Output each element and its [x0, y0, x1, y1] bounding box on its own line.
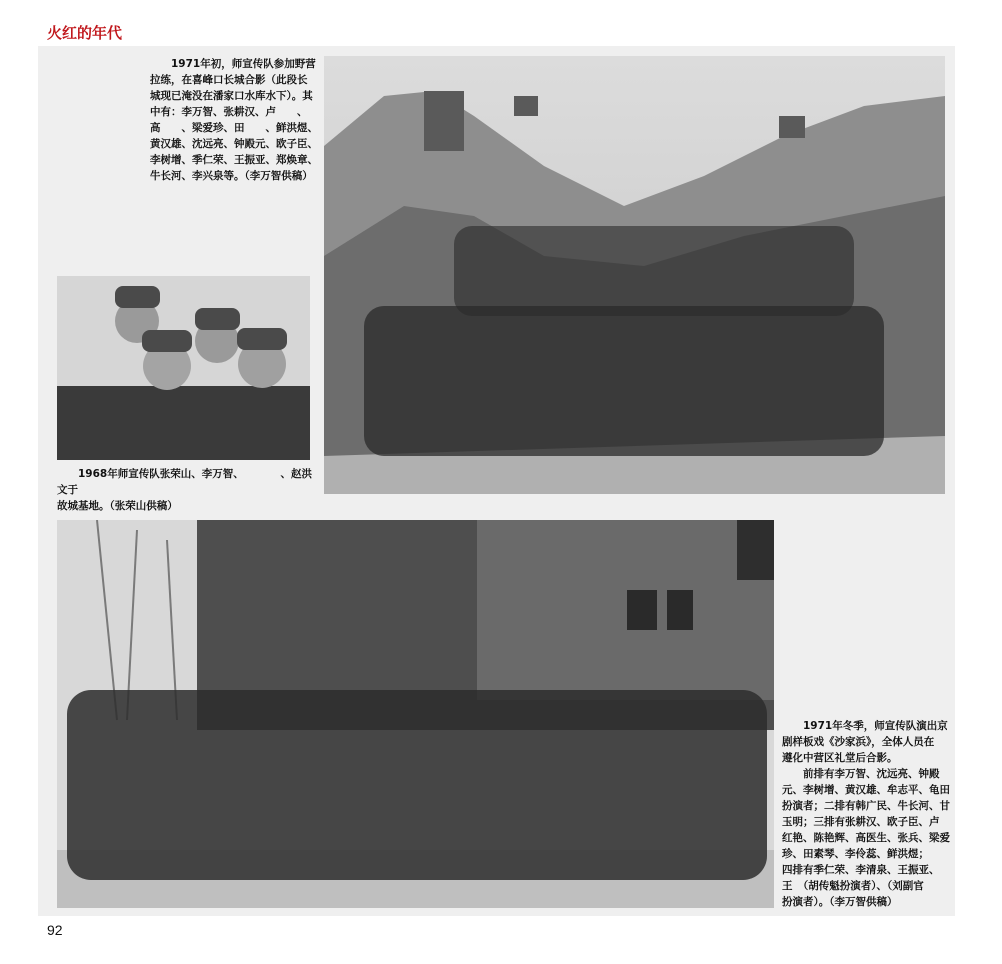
great-wall-photo	[324, 56, 945, 494]
trio-portrait-caption: 1968年师宣传队张荣山、李万智、 、赵洪文于 故城基地。（张荣山供稿）	[57, 468, 312, 512]
page-number: 92	[47, 922, 63, 938]
great-wall-caption: 1971年初，师宣传队参加野营 拉练，在喜峰口长城合影（此段长 城现已淹没在潘家口水库水下）。其 中有：李万智、张耕汉、卢 、 高 、梁爱珍、田 、鲜洪煜、 黄汉雄、沈远亮、钟殿元、欧子臣、 李树增、季仁荣、王振亚、郑焕章、 牛长河、李兴泉等。（李万智供稿）	[150, 58, 318, 182]
section-title: 火红的年代	[47, 24, 123, 42]
trio-portrait-photo	[57, 276, 310, 460]
group-theatre-caption: 1971年冬季，师宣传队演出京 剧样板戏《沙家浜》，全体人员在 遵化中营区礼堂后合影。 前排有李万智、沈远亮、钟殿 元、李树增、黄汉雄、牟志平、龟田 扮演者；二排有韩广民、牛长河、甘 玉明；三排有张耕汉、欧子臣、卢 红艳、陈艳辉、高医生、张兵、梁爱 珍、田素琴、李伶蕊、鲜洪煜； 四排有季仁荣、李清泉、王振亚、 王 （胡传魁扮演者）、（刘副官 扮演者）。（李万智供稿）	[782, 720, 950, 908]
group-theatre-photo	[57, 520, 774, 908]
